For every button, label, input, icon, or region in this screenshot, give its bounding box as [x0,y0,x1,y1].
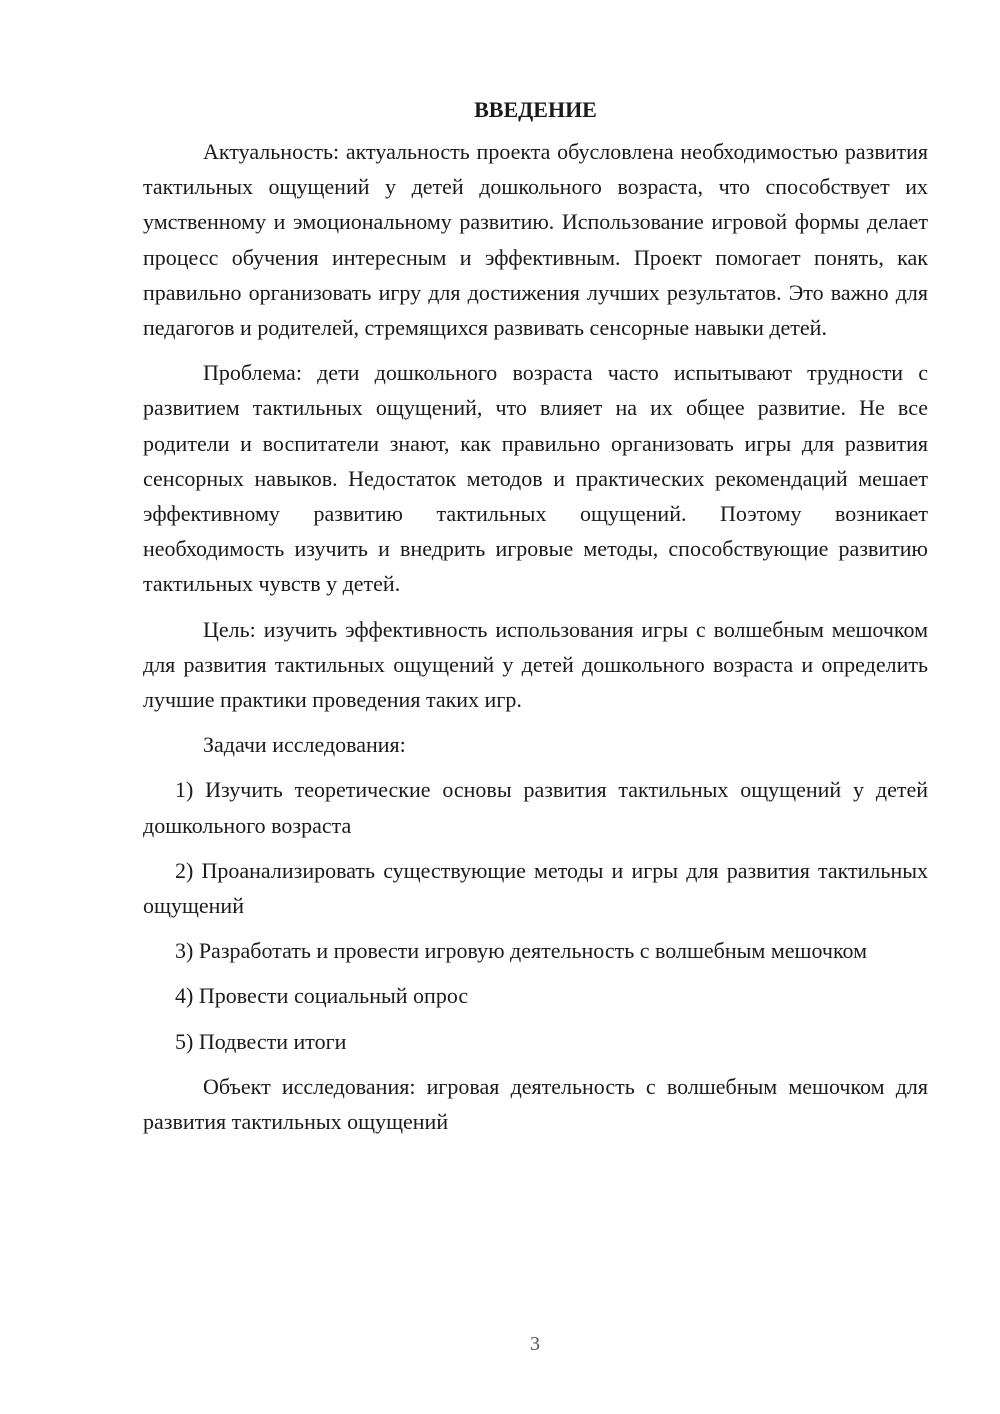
relevance-paragraph: Актуальность: актуальность проекта обусловлена необходимостью развития тактильных ощущений у детей дошкольного возраста, что способствует их умственному и эмоциональному развитию. Использование игровой формы делает процесс обучения интересным и эффективным. Проект помогает понять, как правильно организовать игру для достижения лучших результатов. Это важно для педагогов и родителей, стремящихся развивать сенсорные навыки детей. [143,139,928,341]
document-page [143,92,928,1149]
goal-paragraph: Цель: изучить эффективность использования игры с волшебным мешочком для развития тактильных ощущений у детей дошкольного возраста и определить лучшие практики проведения таких игр. [143,616,928,713]
task-item-1: 1) Изучить теоретические основы развития тактильных ощущений у детей дошкольного возраста [143,777,928,838]
page-number: 3 [530,1333,540,1355]
object-paragraph: Объект исследования: игровая деятельность с волшебным мешочком для развития тактильных ощущений [143,1073,928,1135]
task-item-4: 4) Провести социальный опрос [175,983,469,1009]
page-title: ВВЕДЕНИЕ [474,97,597,122]
task-item-5: 5) Подвести итоги [175,1028,347,1054]
problem-paragraph: Проблема: дети дошкольного возраста часто испытывают трудности с развитием тактильных ощущений, что влияет на их общее развитие. Не все родители и воспитатели знают, как правильно организовать игры для развития сенсорных навыков. Недостаток методов и практических рекомендаций мешает эффективному развитию тактильных ощущений. Поэтому возникает необходимость изучить и внедрить игровые методы, способствующие развитию тактильных чувств у детей. [143,360,928,597]
task-item-2: 2) Проанализировать существующие методы и игры для развития тактильных ощущений [143,857,928,919]
task-item-3: 3) Разработать и провести игровую деятельность с волшебным мешочком [175,938,868,964]
tasks-heading: Задачи исследования: [203,732,406,758]
